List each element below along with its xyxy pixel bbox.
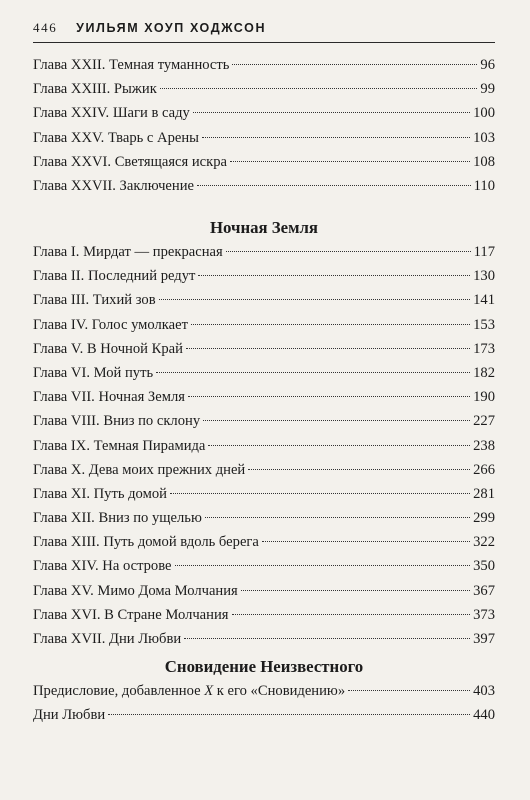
toc-entry-label: Глава XXVI. Светящаяся искра bbox=[33, 153, 228, 170]
toc-entry-label-part: к его «Сновидению» bbox=[213, 683, 346, 699]
toc-entry[interactable] bbox=[33, 530, 495, 554]
toc-entry-label: Глава II. Последний редут bbox=[33, 268, 196, 285]
toc-entry-label: Глава VI. Мой путь bbox=[33, 364, 154, 381]
toc-entry[interactable] bbox=[33, 458, 495, 482]
toc-entry[interactable] bbox=[33, 361, 495, 385]
toc-entry[interactable] bbox=[33, 679, 495, 703]
toc-entry[interactable] bbox=[33, 337, 495, 361]
toc-entry[interactable] bbox=[33, 264, 495, 288]
dot-leader bbox=[156, 372, 470, 373]
toc-entry-page: 397 bbox=[473, 631, 495, 647]
dot-leader bbox=[232, 614, 471, 615]
toc-entry[interactable] bbox=[33, 313, 495, 337]
toc-entry-page: 227 bbox=[473, 413, 495, 430]
dot-leader bbox=[226, 251, 471, 252]
toc-entry-page: 373 bbox=[473, 606, 495, 623]
toc-entry-label-italic: X bbox=[204, 683, 214, 699]
toc-entry[interactable] bbox=[33, 627, 495, 651]
toc-entry-page: 141 bbox=[473, 292, 495, 309]
dot-leader bbox=[108, 714, 470, 715]
toc-entry-page: 99 bbox=[480, 81, 495, 98]
toc-entry[interactable] bbox=[33, 174, 495, 198]
dot-leader bbox=[188, 396, 470, 397]
toc-entry[interactable] bbox=[33, 554, 495, 578]
toc-entry-label: Глава XII. Вниз по ущелью bbox=[33, 510, 202, 527]
toc-section-2 bbox=[33, 240, 495, 651]
toc-entry[interactable] bbox=[33, 579, 495, 603]
toc-entry-label: Глава XIV. На острове bbox=[33, 558, 172, 575]
toc-entry-page: 190 bbox=[473, 389, 495, 406]
dot-leader bbox=[175, 565, 471, 566]
toc-entry[interactable] bbox=[33, 126, 495, 150]
toc-entry-label: Глава XXIV. Шаги в саду bbox=[33, 105, 190, 122]
header-rule bbox=[33, 42, 495, 43]
toc-entry[interactable] bbox=[33, 506, 495, 530]
toc-entry-label: Глава I. Мирдат — прекрасная bbox=[33, 244, 223, 260]
toc-section-1 bbox=[33, 53, 495, 198]
toc-entry[interactable] bbox=[33, 288, 495, 312]
toc-entry-label: Глава XXII. Темная туманность bbox=[33, 57, 230, 73]
toc-entry-page: 281 bbox=[473, 485, 495, 502]
dot-leader bbox=[230, 161, 470, 162]
toc-entry-label: Глава X. Дева моих прежних дней bbox=[33, 461, 246, 478]
toc-entry-label-part: Предисловие, добавленное bbox=[33, 683, 205, 699]
toc-entry-page: 100 bbox=[473, 105, 495, 122]
toc-entry-page: 403 bbox=[473, 683, 495, 699]
dot-leader bbox=[248, 469, 470, 470]
page-number: 446 bbox=[33, 20, 58, 35]
toc-entry-label: Глава XXV. Тварь с Арены bbox=[33, 129, 199, 146]
toc-entry-page: 266 bbox=[473, 461, 495, 478]
toc-entry-label: Глава XXIII. Рыжик bbox=[33, 81, 157, 98]
toc-entry-label: Глава V. В Ночной Край bbox=[33, 340, 183, 357]
toc-entry[interactable] bbox=[33, 603, 495, 627]
toc-entry-page: 173 bbox=[473, 340, 495, 357]
dot-leader bbox=[198, 275, 470, 276]
toc-entry-label: Глава XI. Путь домой bbox=[33, 485, 167, 502]
dot-leader bbox=[205, 517, 470, 518]
toc-entry[interactable] bbox=[33, 53, 495, 77]
toc-entry-label: Глава XIII. Путь домой вдоль берега bbox=[33, 534, 259, 551]
toc-entry-label: Глава XVII. Дни Любви bbox=[33, 631, 182, 647]
dot-leader bbox=[197, 185, 471, 186]
toc-entry-page: 103 bbox=[473, 129, 495, 146]
section-title-night-land: Ночная Земля bbox=[209, 218, 319, 237]
toc-entry-label bbox=[33, 679, 345, 703]
toc-entry[interactable] bbox=[33, 434, 495, 458]
toc-entry-label: Дни Любви bbox=[33, 707, 106, 724]
toc-entry-page: 117 bbox=[473, 244, 495, 260]
toc-entry-page: 182 bbox=[473, 364, 495, 381]
author-name: УИЛЬЯМ ХОУП ХОДЖСОН bbox=[76, 21, 267, 35]
toc-entry[interactable] bbox=[33, 240, 495, 264]
dot-leader bbox=[186, 348, 470, 349]
toc-entry-label: Глава VIII. Вниз по склону bbox=[33, 413, 201, 430]
dot-leader bbox=[241, 590, 470, 591]
toc-entry-label: Глава VII. Ночная Земля bbox=[33, 389, 185, 406]
toc-entry-page: 440 bbox=[473, 707, 495, 724]
toc-entry[interactable] bbox=[33, 385, 495, 409]
dot-leader bbox=[202, 137, 470, 138]
toc-entry-label: Глава XV. Мимо Дома Молчания bbox=[33, 582, 238, 599]
toc-entry-label: Глава IX. Темная Пирамида bbox=[33, 437, 206, 454]
section-title-dream-of-unknown: Сновидение Неизвестного bbox=[164, 657, 364, 676]
toc-entry[interactable] bbox=[33, 150, 495, 174]
toc-entry[interactable] bbox=[33, 409, 495, 433]
toc-entry-page: 108 bbox=[473, 153, 495, 170]
dot-leader bbox=[160, 88, 478, 89]
dot-leader bbox=[191, 324, 470, 325]
toc-entry-page: 238 bbox=[473, 437, 495, 454]
toc-entry-label: Глава IV. Голос умолкает bbox=[33, 316, 188, 333]
dot-leader bbox=[159, 299, 471, 300]
toc-entry-page: 350 bbox=[473, 558, 495, 575]
toc-entry-page: 299 bbox=[473, 510, 495, 527]
dot-leader bbox=[208, 445, 470, 446]
toc-entry-page: 153 bbox=[473, 316, 495, 333]
running-head bbox=[33, 20, 266, 36]
toc-entry[interactable] bbox=[33, 101, 495, 125]
dot-leader bbox=[232, 64, 477, 65]
toc-entry-page: 367 bbox=[473, 582, 495, 599]
dot-leader bbox=[170, 493, 470, 494]
toc-entry-page: 110 bbox=[473, 177, 495, 194]
dot-leader bbox=[262, 541, 470, 542]
toc-section-3 bbox=[33, 679, 495, 727]
toc-entry[interactable] bbox=[33, 482, 495, 506]
toc-entry-label: Глава XXVII. Заключение bbox=[33, 177, 194, 194]
dot-leader bbox=[203, 420, 470, 421]
dot-leader bbox=[184, 638, 470, 639]
toc-entry-label: Глава III. Тихий зов bbox=[33, 292, 156, 309]
toc-entry[interactable] bbox=[33, 77, 495, 101]
toc-entry-page: 322 bbox=[473, 534, 495, 551]
dot-leader bbox=[193, 112, 470, 113]
toc-entry-page: 130 bbox=[473, 268, 495, 285]
dot-leader bbox=[348, 690, 470, 691]
toc-entry-label: Глава XVI. В Стране Молчания bbox=[33, 606, 229, 623]
toc-entry[interactable] bbox=[33, 703, 495, 727]
toc-entry-page: 96 bbox=[480, 57, 495, 73]
